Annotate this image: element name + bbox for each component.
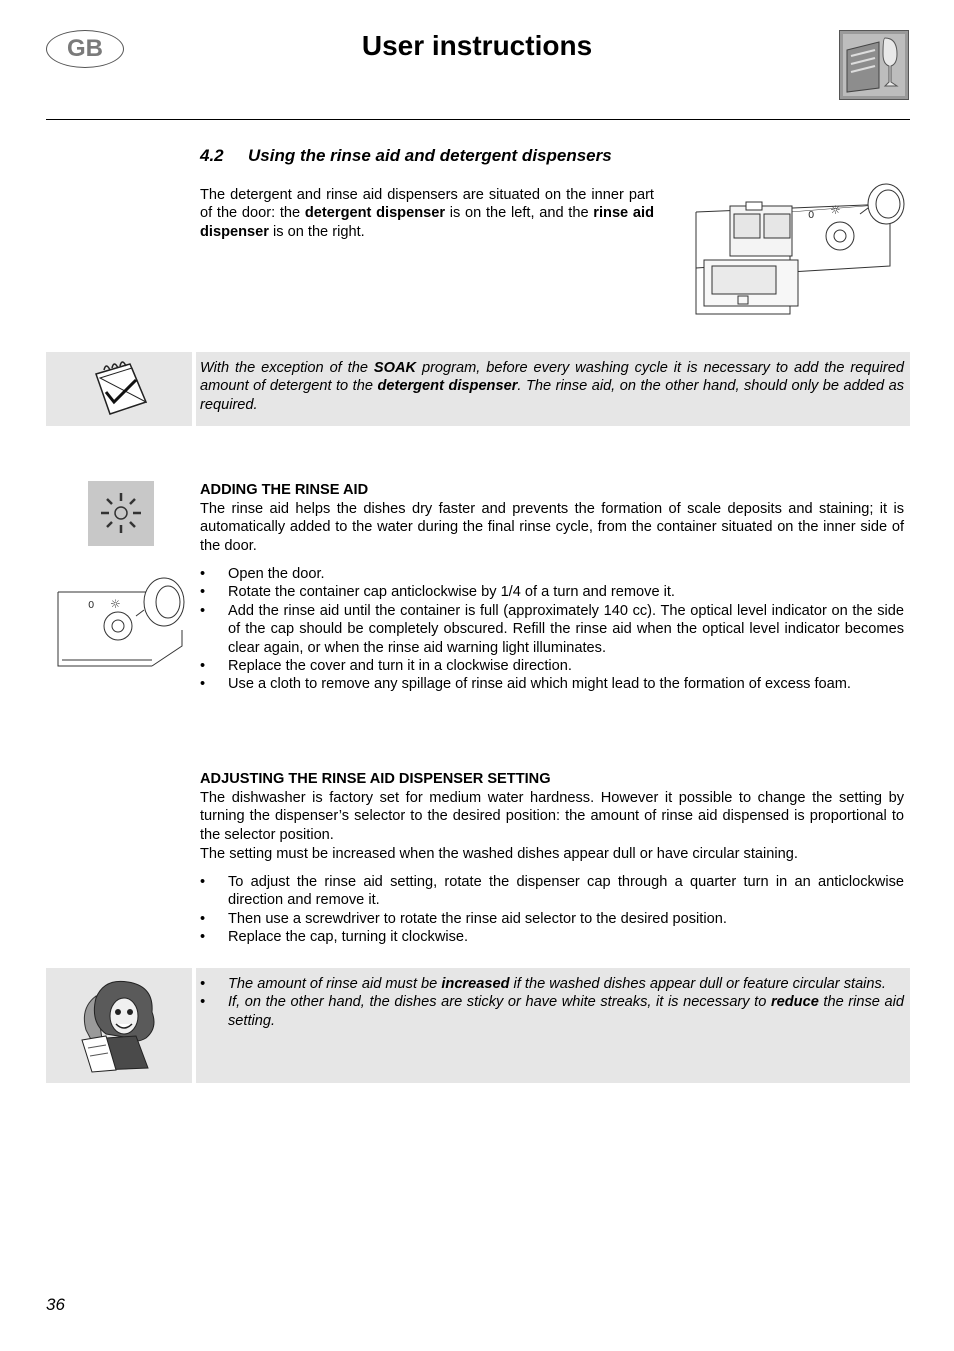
list-item: • Then use a screwdriver to rotate the rinse aid selector to the desired position.	[200, 910, 904, 928]
dispenser-illustration	[690, 182, 912, 318]
list-item: • To adjust the rinse aid setting, rotate the dispenser cap through a quarter turn in an anticlockwise direction and remove it.	[200, 873, 904, 910]
note-icon-panel	[46, 352, 192, 426]
rinse-aid-text: The rinse aid helps the dishes dry faster and prevents the formation of scale deposits and staining; it is automatically added to the water during the final rinse cycle, from the container situated on the inner side of the door.	[200, 501, 904, 554]
note-box	[196, 352, 910, 426]
cartoon-woman-icon	[76, 978, 166, 1074]
list-item: • Open the door.	[200, 565, 904, 583]
intro-paragraph: The detergent and rinse aid dispensers are situated on the inner part of the door: the detergent dispenser is on the left, and the rinse aid dispenser is on the right.	[200, 187, 654, 240]
tip-icon-panel	[46, 968, 192, 1083]
list-item: • Replace the cap, turning it clockwise.	[200, 928, 904, 946]
list-item: • Replace the cover and turn it in a clockwise direction.	[200, 657, 904, 675]
adjusting-text: The dishwasher is factory set for medium water hardness. However it possible to change the setting by turning the dispenser’s selector to the desired position: the amount of rinse aid dispensed is proportional to the selector position.	[200, 790, 904, 843]
list-item: • If, on the other hand, the dishes are sticky or have white streaks, it is necessary to reduce the rinse aid setting.	[200, 993, 904, 1030]
dishwasher-glass-icon	[839, 30, 909, 100]
adjusting-heading: ADJUSTING THE RINSE AID DISPENSER SETTING	[200, 771, 551, 787]
tip-box	[196, 968, 910, 1083]
svg-text:0: 0	[808, 210, 815, 221]
svg-text:0: 0	[88, 600, 95, 611]
header-divider	[46, 119, 910, 120]
svg-text:☼: ☼	[830, 203, 841, 217]
note-text: With the exception of the SOAK program, before every washing cycle it is necessary to add the required amount of detergent to the detergent dispenser. The rinse aid, on the other hand, should only be added as required.	[200, 360, 904, 413]
rinse-aid-sun-icon	[88, 481, 154, 546]
notepad-check-icon	[90, 358, 152, 420]
language-badge: GB	[46, 30, 124, 68]
list-item: • The amount of rinse aid must be increased if the washed dishes appear dull or feature circular stains.	[200, 975, 904, 993]
adjusting-text-2: The setting must be increased when the washed dishes appear dull or have circular staining.	[200, 846, 798, 862]
list-item: • Rotate the container cap anticlockwise by 1/4 of a turn and remove it.	[200, 583, 904, 601]
adjusting-steps	[200, 873, 904, 947]
tip-list	[200, 975, 904, 1030]
page-number: 36	[46, 1295, 65, 1314]
list-item: • Add the rinse aid until the container is full (approximately 140 cc). The optical level indicator on the side of the cap should be completely obscured. Refill the rinse aid when the optical level indicator becomes clear again, or when the rinse aid warning light illuminates.	[200, 602, 904, 657]
list-item: • Use a cloth to remove any spillage of rinse aid which might lead to the formation of excess foam.	[200, 675, 904, 693]
rinse-aid-steps	[200, 565, 904, 694]
svg-text:☼: ☼	[110, 597, 121, 611]
page-title: User instructions	[361, 30, 593, 61]
section-heading: 4.2 Using the rinse aid and detergent dispensers	[200, 146, 612, 165]
rinse-aid-heading: ADDING THE RINSE AID	[200, 482, 369, 498]
rinse-dispenser-illustration	[56, 574, 186, 668]
